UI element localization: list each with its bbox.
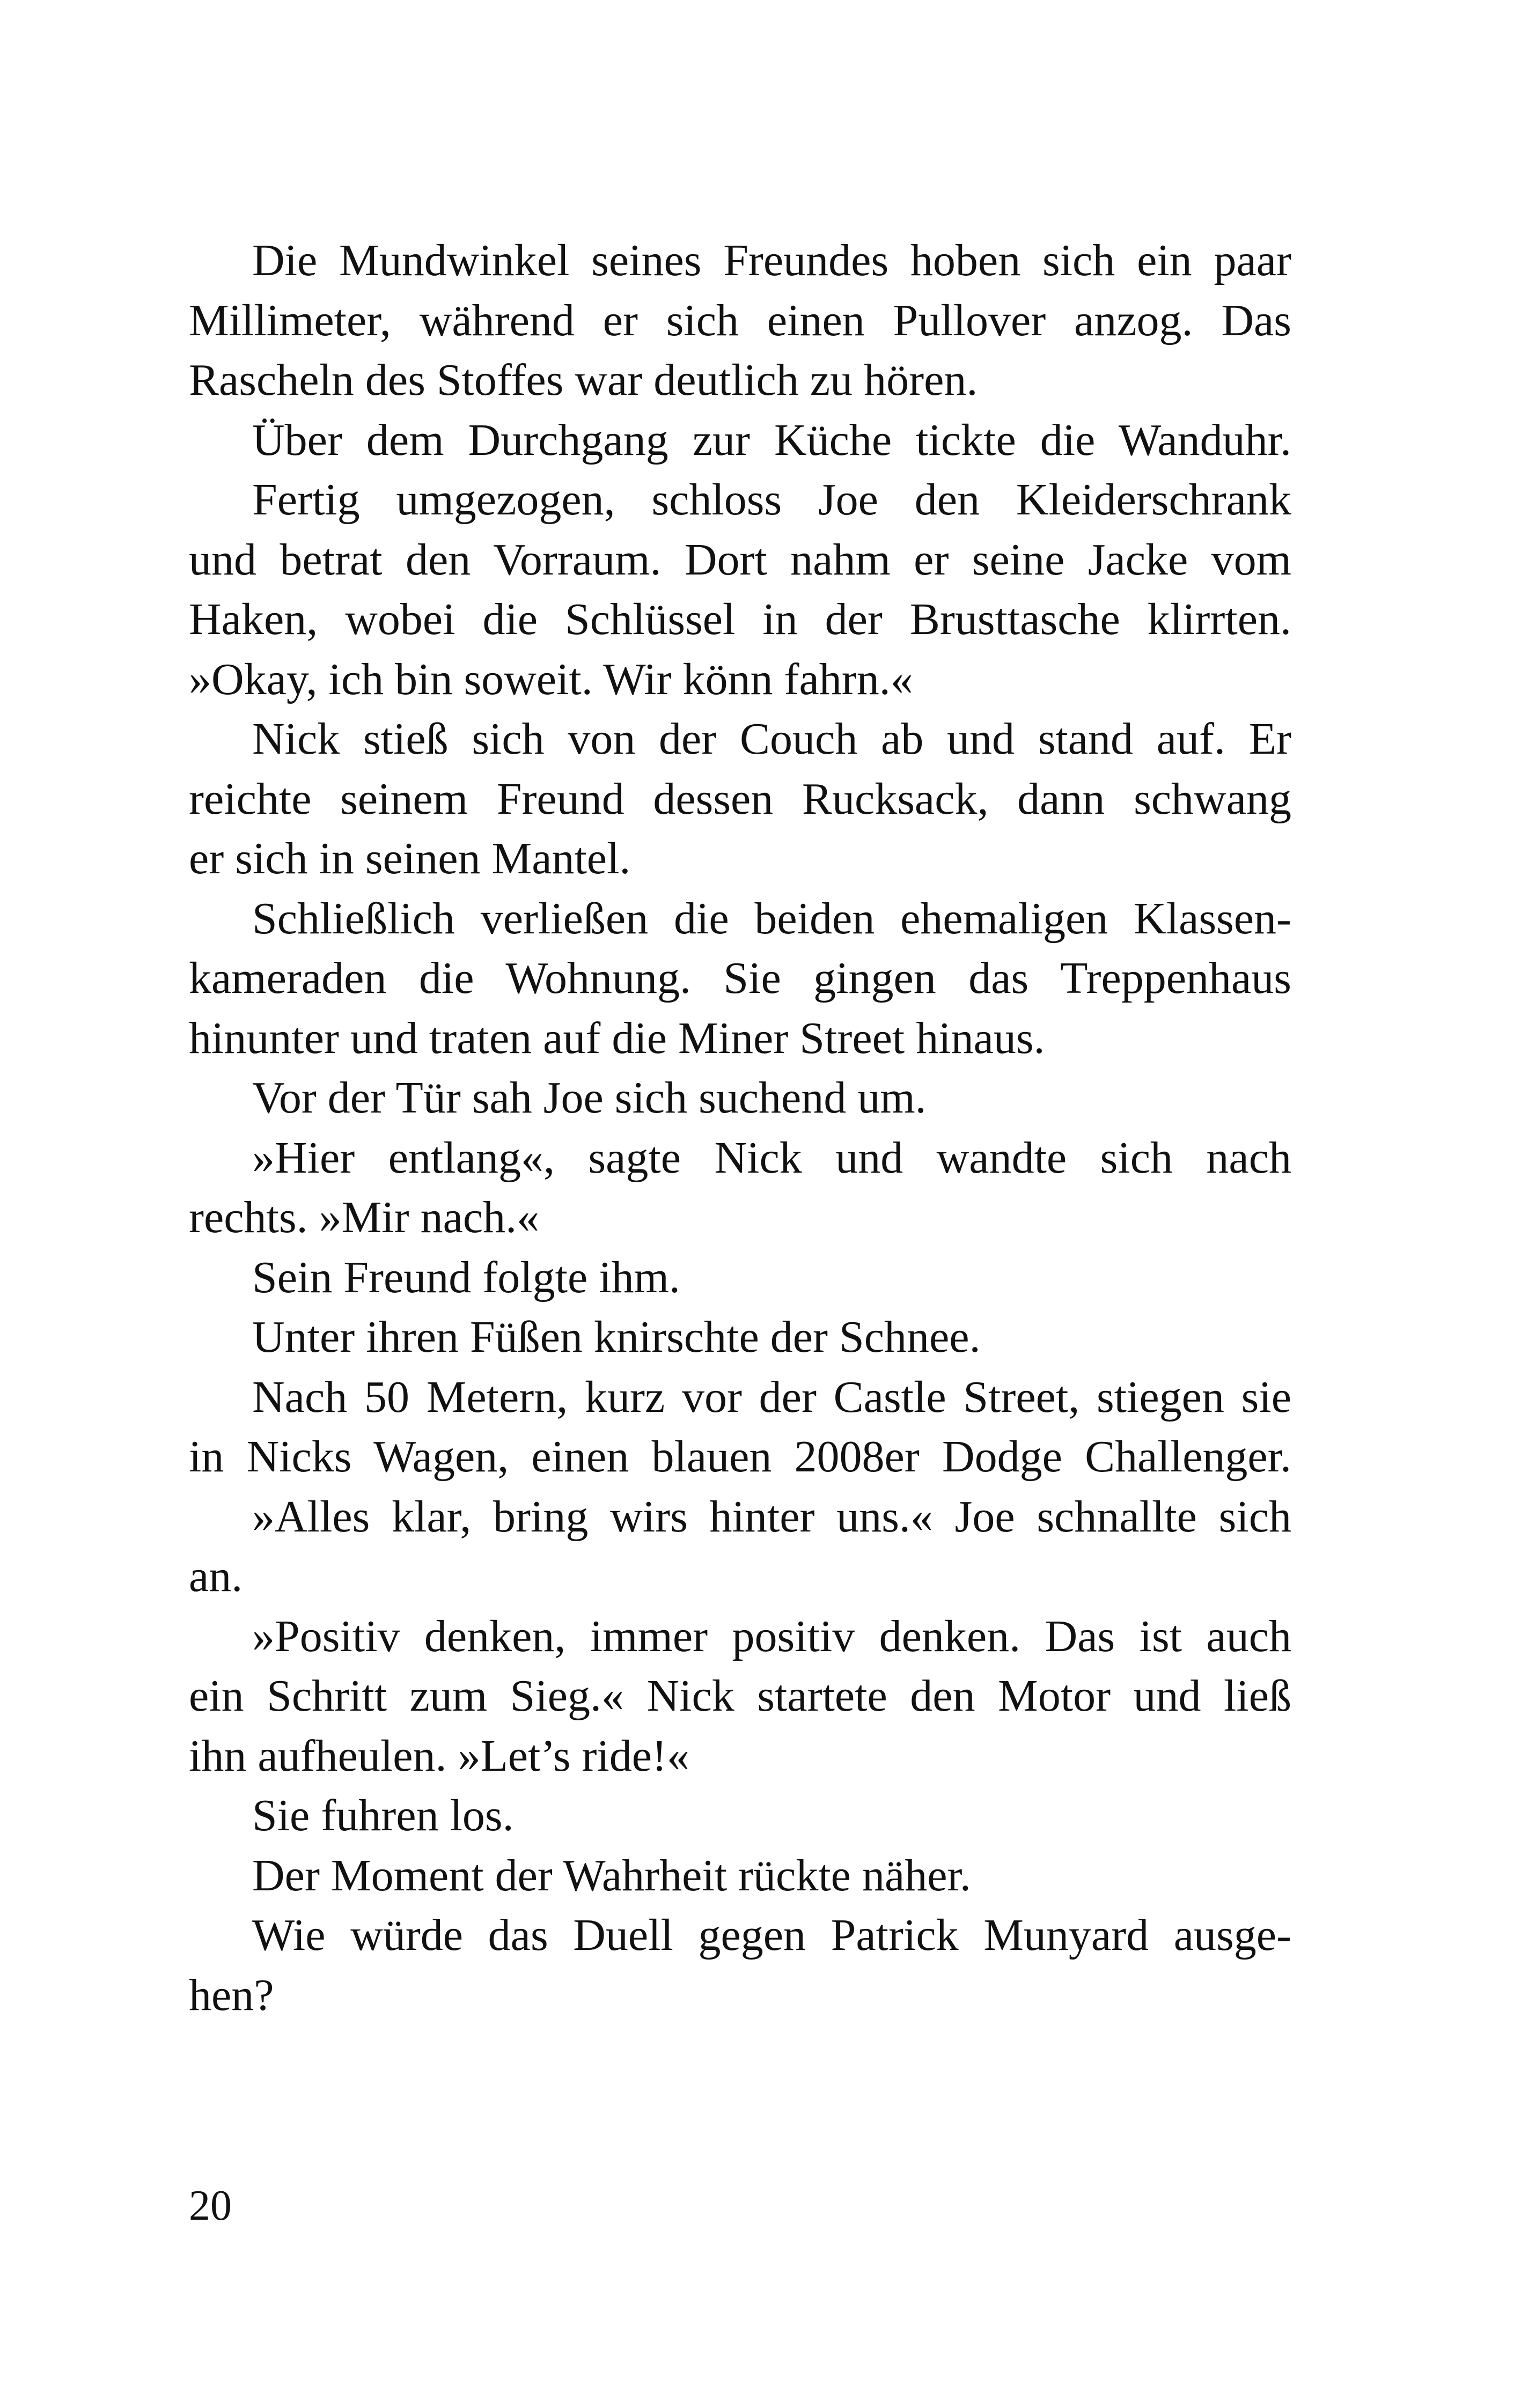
paragraph — [189, 410, 1291, 470]
paragraph — [189, 1068, 1291, 1128]
paragraph — [189, 1846, 1291, 1906]
paragraph — [189, 231, 1291, 410]
text-line: »Alles klar, bring wirs hinter uns.« Joe schnallte sich — [252, 1491, 1291, 1542]
paragraph — [189, 889, 1291, 1069]
text-line: »Positiv denken, immer positiv denken. Das ist auch — [252, 1611, 1291, 1661]
text-line: an. — [189, 1551, 243, 1601]
text-line: Die Mundwinkel seines Freundes hoben sich ein paar — [252, 235, 1291, 285]
page-number: 20 — [189, 2182, 232, 2229]
text-line: Nach 50 Metern, kurz vor der Castle Street, stiegen sie — [252, 1372, 1291, 1422]
text-line: Der Moment der Wahrheit rückte näher. — [252, 1850, 971, 1901]
paragraph — [189, 1307, 1291, 1367]
paragraph — [189, 1905, 1291, 2025]
text-line: »Hier entlang«, sagte Nick und wandte sich nach — [252, 1132, 1291, 1183]
text-line: Sie fuhren los. — [252, 1791, 514, 1840]
paragraph — [189, 1487, 1291, 1607]
text-line: Millimeter, während er sich einen Pullover anzog. Das — [189, 295, 1291, 345]
text-line: er sich in seinen Mantel. — [189, 834, 631, 883]
text-line: Wie würde das Duell gegen Patrick Munyard ausge- — [252, 1910, 1291, 1960]
text-line: Über dem Durchgang zur Küche tickte die Wanduhr. — [252, 415, 1291, 465]
text-line: »Okay, ich bin soweit. Wir könn fahrn.« — [189, 654, 913, 704]
paragraph — [189, 709, 1291, 889]
text-line: Schließlich verließen die beiden ehemaligen Klassen- — [252, 893, 1291, 944]
text-line: rechts. »Mir nach.« — [189, 1192, 540, 1242]
text-line: Unter ihren Füßen knirschte der Schnee. — [252, 1312, 981, 1362]
text-line: in Nicks Wagen, einen blauen 2008er Dodge Challenger. — [189, 1432, 1291, 1482]
text-line: Nick stieß sich von der Couch ab und stand auf. Er — [252, 714, 1291, 764]
paragraph — [189, 1128, 1291, 1248]
paragraph — [189, 1367, 1291, 1487]
text-line: ihn aufheulen. »Let’s ride!« — [189, 1730, 690, 1781]
text-line: Fertig umgezogen, schloss Joe den Kleiderschrank — [252, 475, 1291, 525]
paragraph — [189, 1786, 1291, 1846]
text-line: Rascheln des Stoffes war deutlich zu hören. — [189, 355, 978, 405]
text-line: Sein Freund folgte ihm. — [252, 1252, 680, 1302]
paragraph — [189, 1607, 1291, 1786]
paragraph — [189, 470, 1291, 709]
body-text — [189, 231, 1291, 2025]
text-line: und betrat den Vorraum. Dort nahm er seine Jacke vom — [189, 534, 1291, 585]
text-line: hinunter und traten auf die Miner Street hinaus. — [189, 1013, 1045, 1063]
text-line: hen? — [189, 1970, 274, 2020]
paragraph — [189, 1248, 1291, 1308]
text-line: Haken, wobei die Schlüssel in der Brusttasche klirrten. — [189, 594, 1291, 644]
text-line: ein Schritt zum Sieg.« Nick startete den Motor und ließ — [189, 1671, 1291, 1721]
text-line: Vor der Tür sah Joe sich suchend um. — [252, 1073, 927, 1123]
text-line: kameraden die Wohnung. Sie gingen das Treppenhaus — [189, 953, 1291, 1003]
text-line: reichte seinem Freund dessen Rucksack, dann schwang — [189, 774, 1291, 824]
